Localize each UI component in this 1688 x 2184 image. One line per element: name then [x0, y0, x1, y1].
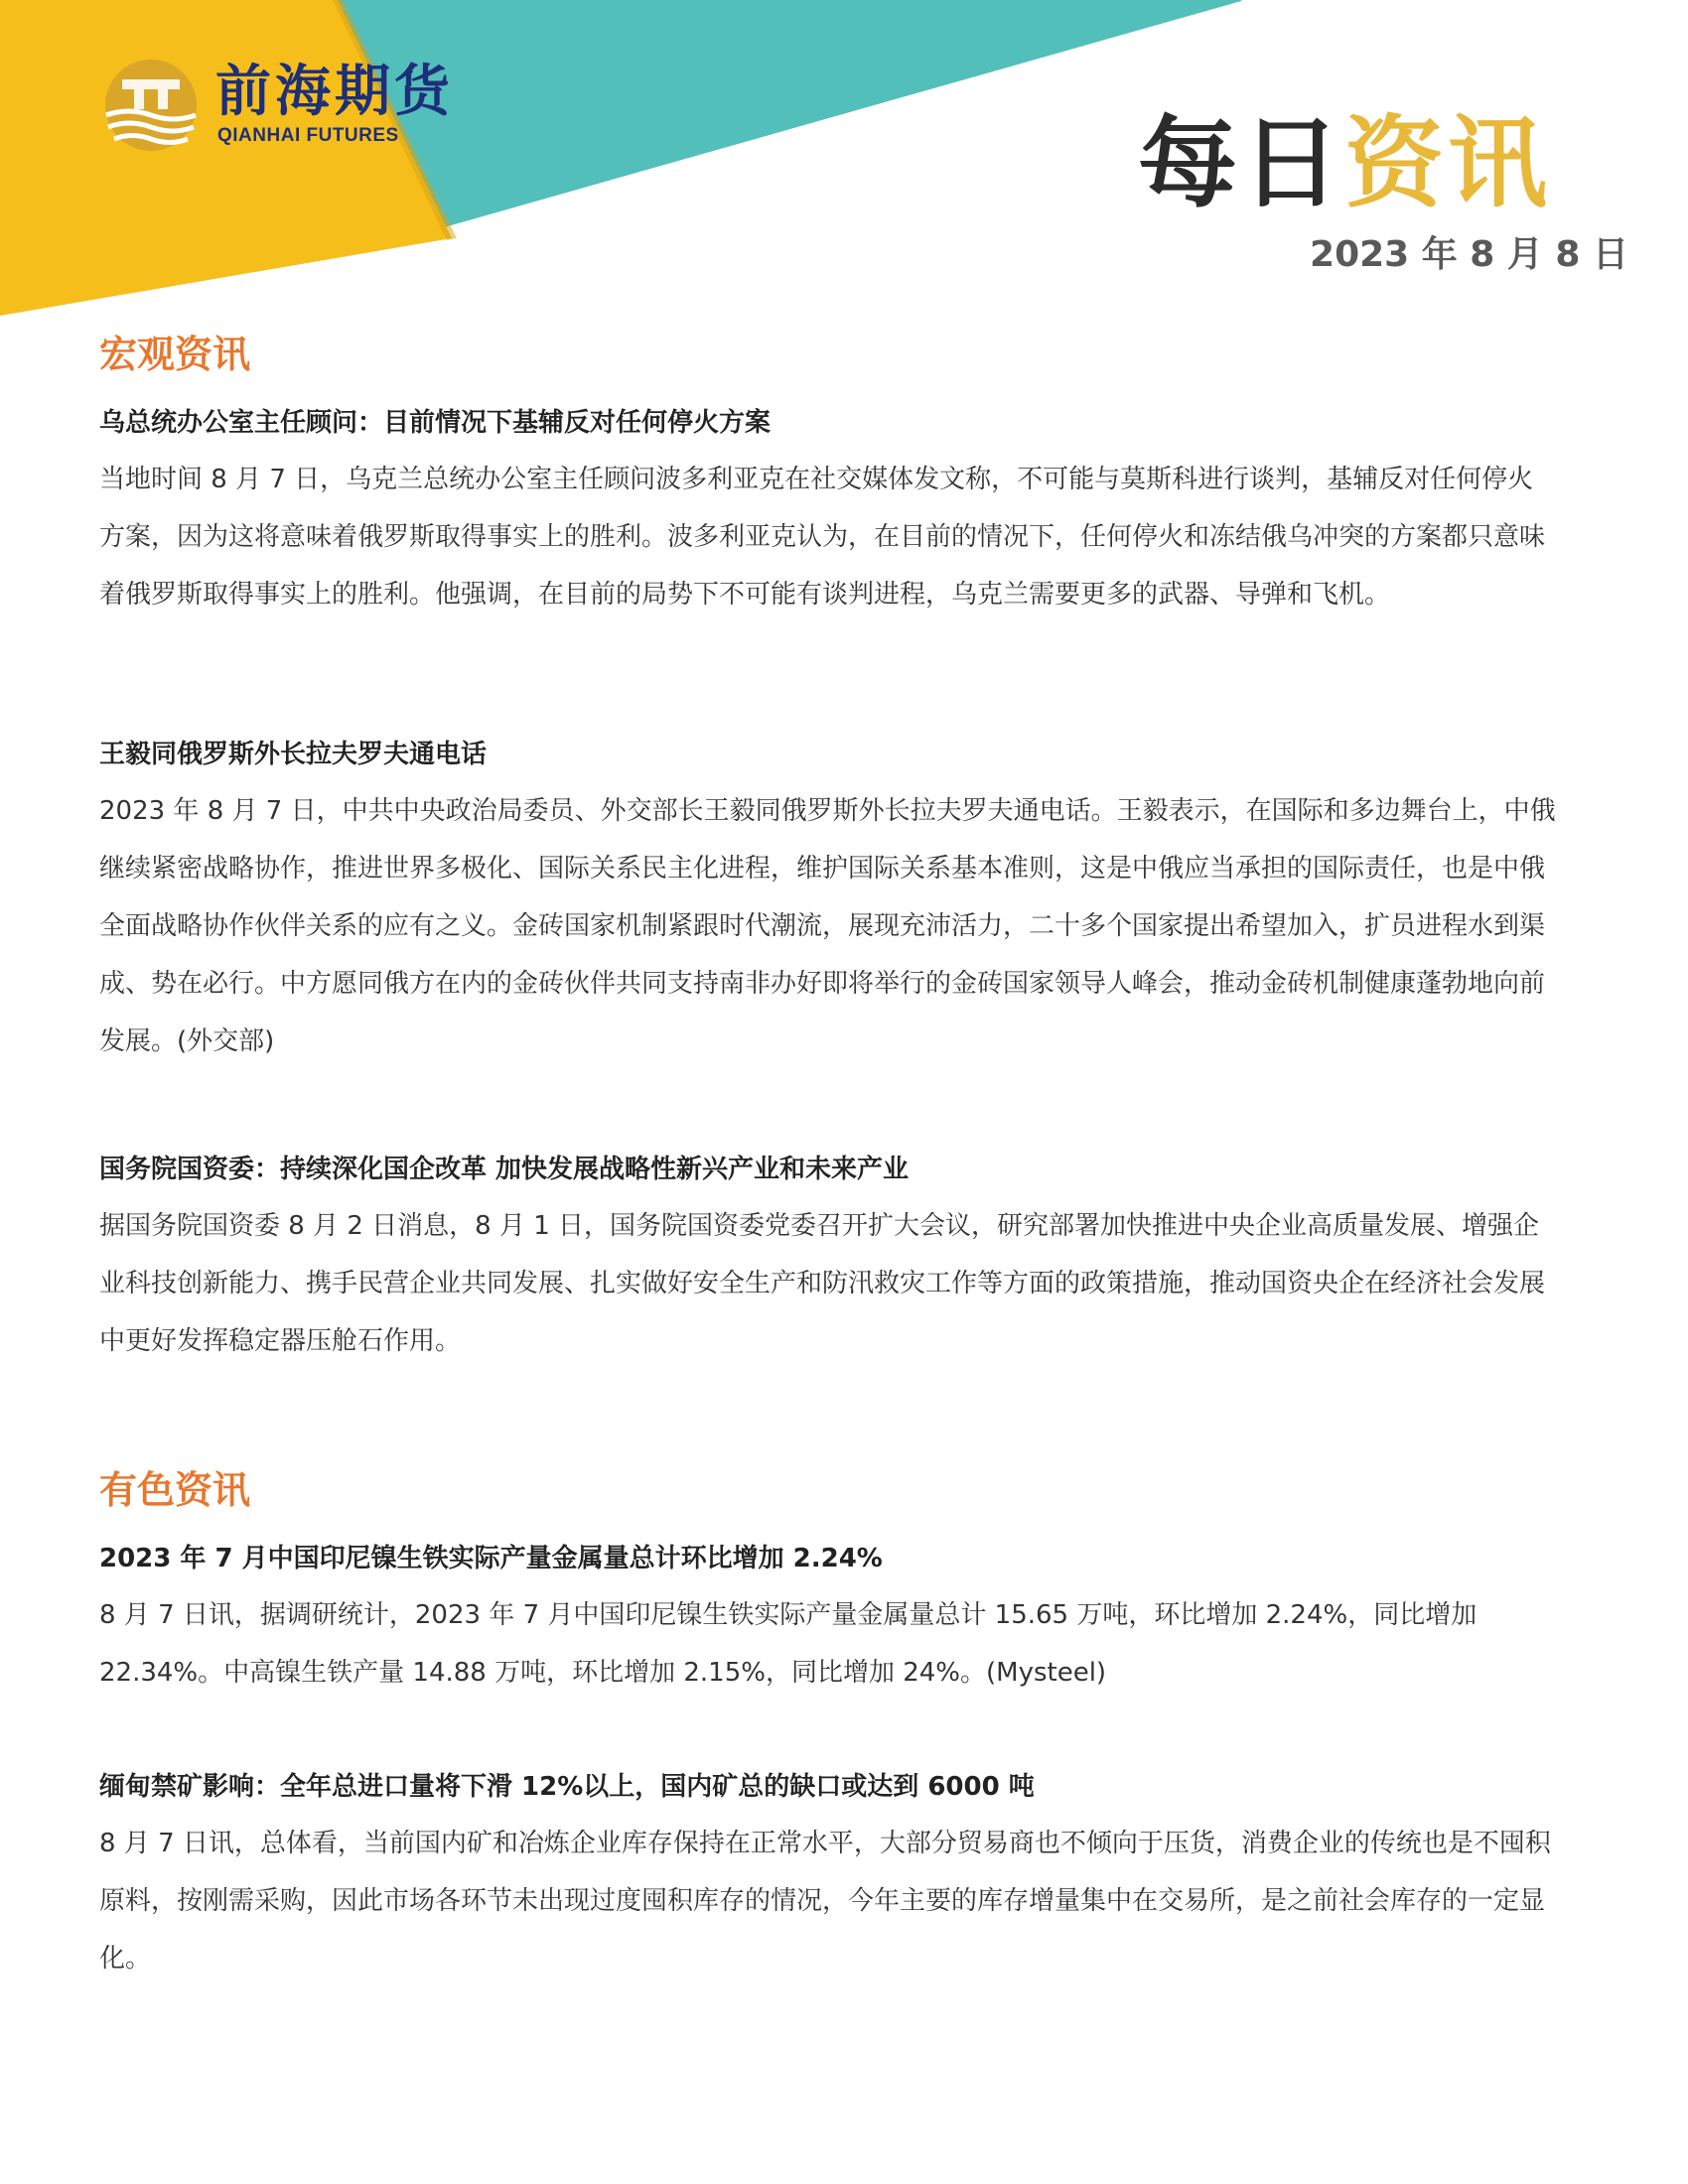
article-body: 2023 年 8 月 7 日，中共中央政治局委员、外交部长王毅同俄罗斯外长拉夫罗夫通电话。王毅表示，在国际和多边舞台上，中俄继续紧密战略协作，推进世界多极化、国际关系民主化进程，维护国际关系基本准则，这是中俄应当承担的国际责任，也是中俄全面战略协作伙伴关系的应有之义。金砖国家机制紧跟时代潮流，展现充沛活力，二十多个国家提出希望加入，扩员进程水到渠成、势在必行。中方愿同俄方在内的金砖伙伴共同支持南非办好即将举行的金砖国家领导人峰会，推动金砖机制健康蓬勃地向前发展。(外交部)	[99, 796, 1556, 1056]
section-title-macro: 宏观资讯	[99, 333, 251, 376]
logo-english-name: QIANHAI FUTURES	[217, 125, 399, 146]
report-date: 2023 年 8 月 8 日	[1310, 234, 1628, 275]
article-title: 王毅同俄罗斯外长拉夫罗夫通电话	[99, 740, 488, 769]
page-title-part2: 资讯	[1344, 105, 1551, 221]
logo-mark-icon	[94, 58, 209, 157]
page-title-part1: 每日	[1138, 105, 1344, 221]
article-body: 当地时间 8 月 7 日，乌克兰总统办公室主任顾问波多利亚克在社交媒体发文称，不可能与莫斯科进行谈判，基辅反对任何停火方案，因为这将意味着俄罗斯取得事实上的胜利。波多利亚克认为，在目前的情况下，任何停火和冻结俄乌冲突的方案都只意味着俄罗斯取得事实上的胜利。他强调，在目前的局势下不可能有谈判进程，乌克兰需要更多的武器、导弹和飞机。	[99, 465, 1546, 610]
article-title: 缅甸禁矿影响：全年总进口量将下滑 12%以上，国内矿总的缺口或达到 6000 吨	[99, 1772, 1035, 1802]
article-body: 8 月 7 日讯，据调研统计，2023 年 7 月中国印尼镍生铁实际产量金属量总计 15.65 万吨，环比增加 2.24%，同比增加 22.34%。中高镍生铁产量 14.88 万吨，环比增加 2.15%，同比增加 24%。(Mysteel)	[99, 1600, 1477, 1688]
page-title	[1138, 104, 1551, 223]
section-title-nonferrous: 有色资讯	[99, 1468, 251, 1512]
article-title: 乌总统办公室主任顾问：目前情况下基辅反对任何停火方案	[99, 408, 772, 438]
article-title: 2023 年 7 月中国印尼镍生铁实际产量金属量总计环比增加 2.24%	[99, 1544, 883, 1573]
logo-chinese-name: 前海期货	[215, 59, 454, 124]
company-logo	[94, 58, 472, 157]
article-title: 国务院国资委：持续深化国企改革 加快发展战略性新兴产业和未来产业	[99, 1155, 910, 1184]
article-body: 据国务院国资委 8 月 2 日消息，8 月 1 日，国务院国资委党委召开扩大会议，研究部署加快推进中央企业高质量发展、增强企业科技创新能力、携手民营企业共同发展、扎实做好安全生产和防汛救灾工作等方面的政策措施，推动国资央企在经济社会发展中更好发挥稳定器压舱石作用。	[99, 1211, 1546, 1356]
article-body: 8 月 7 日讯，总体看，当前国内矿和冶炼企业库存保持在正常水平，大部分贸易商也不倾向于压货，消费企业的传统也是不囤积原料，按刚需采购，因此市场各环节未出现过度囤积库存的情况，今年主要的库存增量集中在交易所，是之前社会库存的一定显化。	[99, 1829, 1551, 1974]
